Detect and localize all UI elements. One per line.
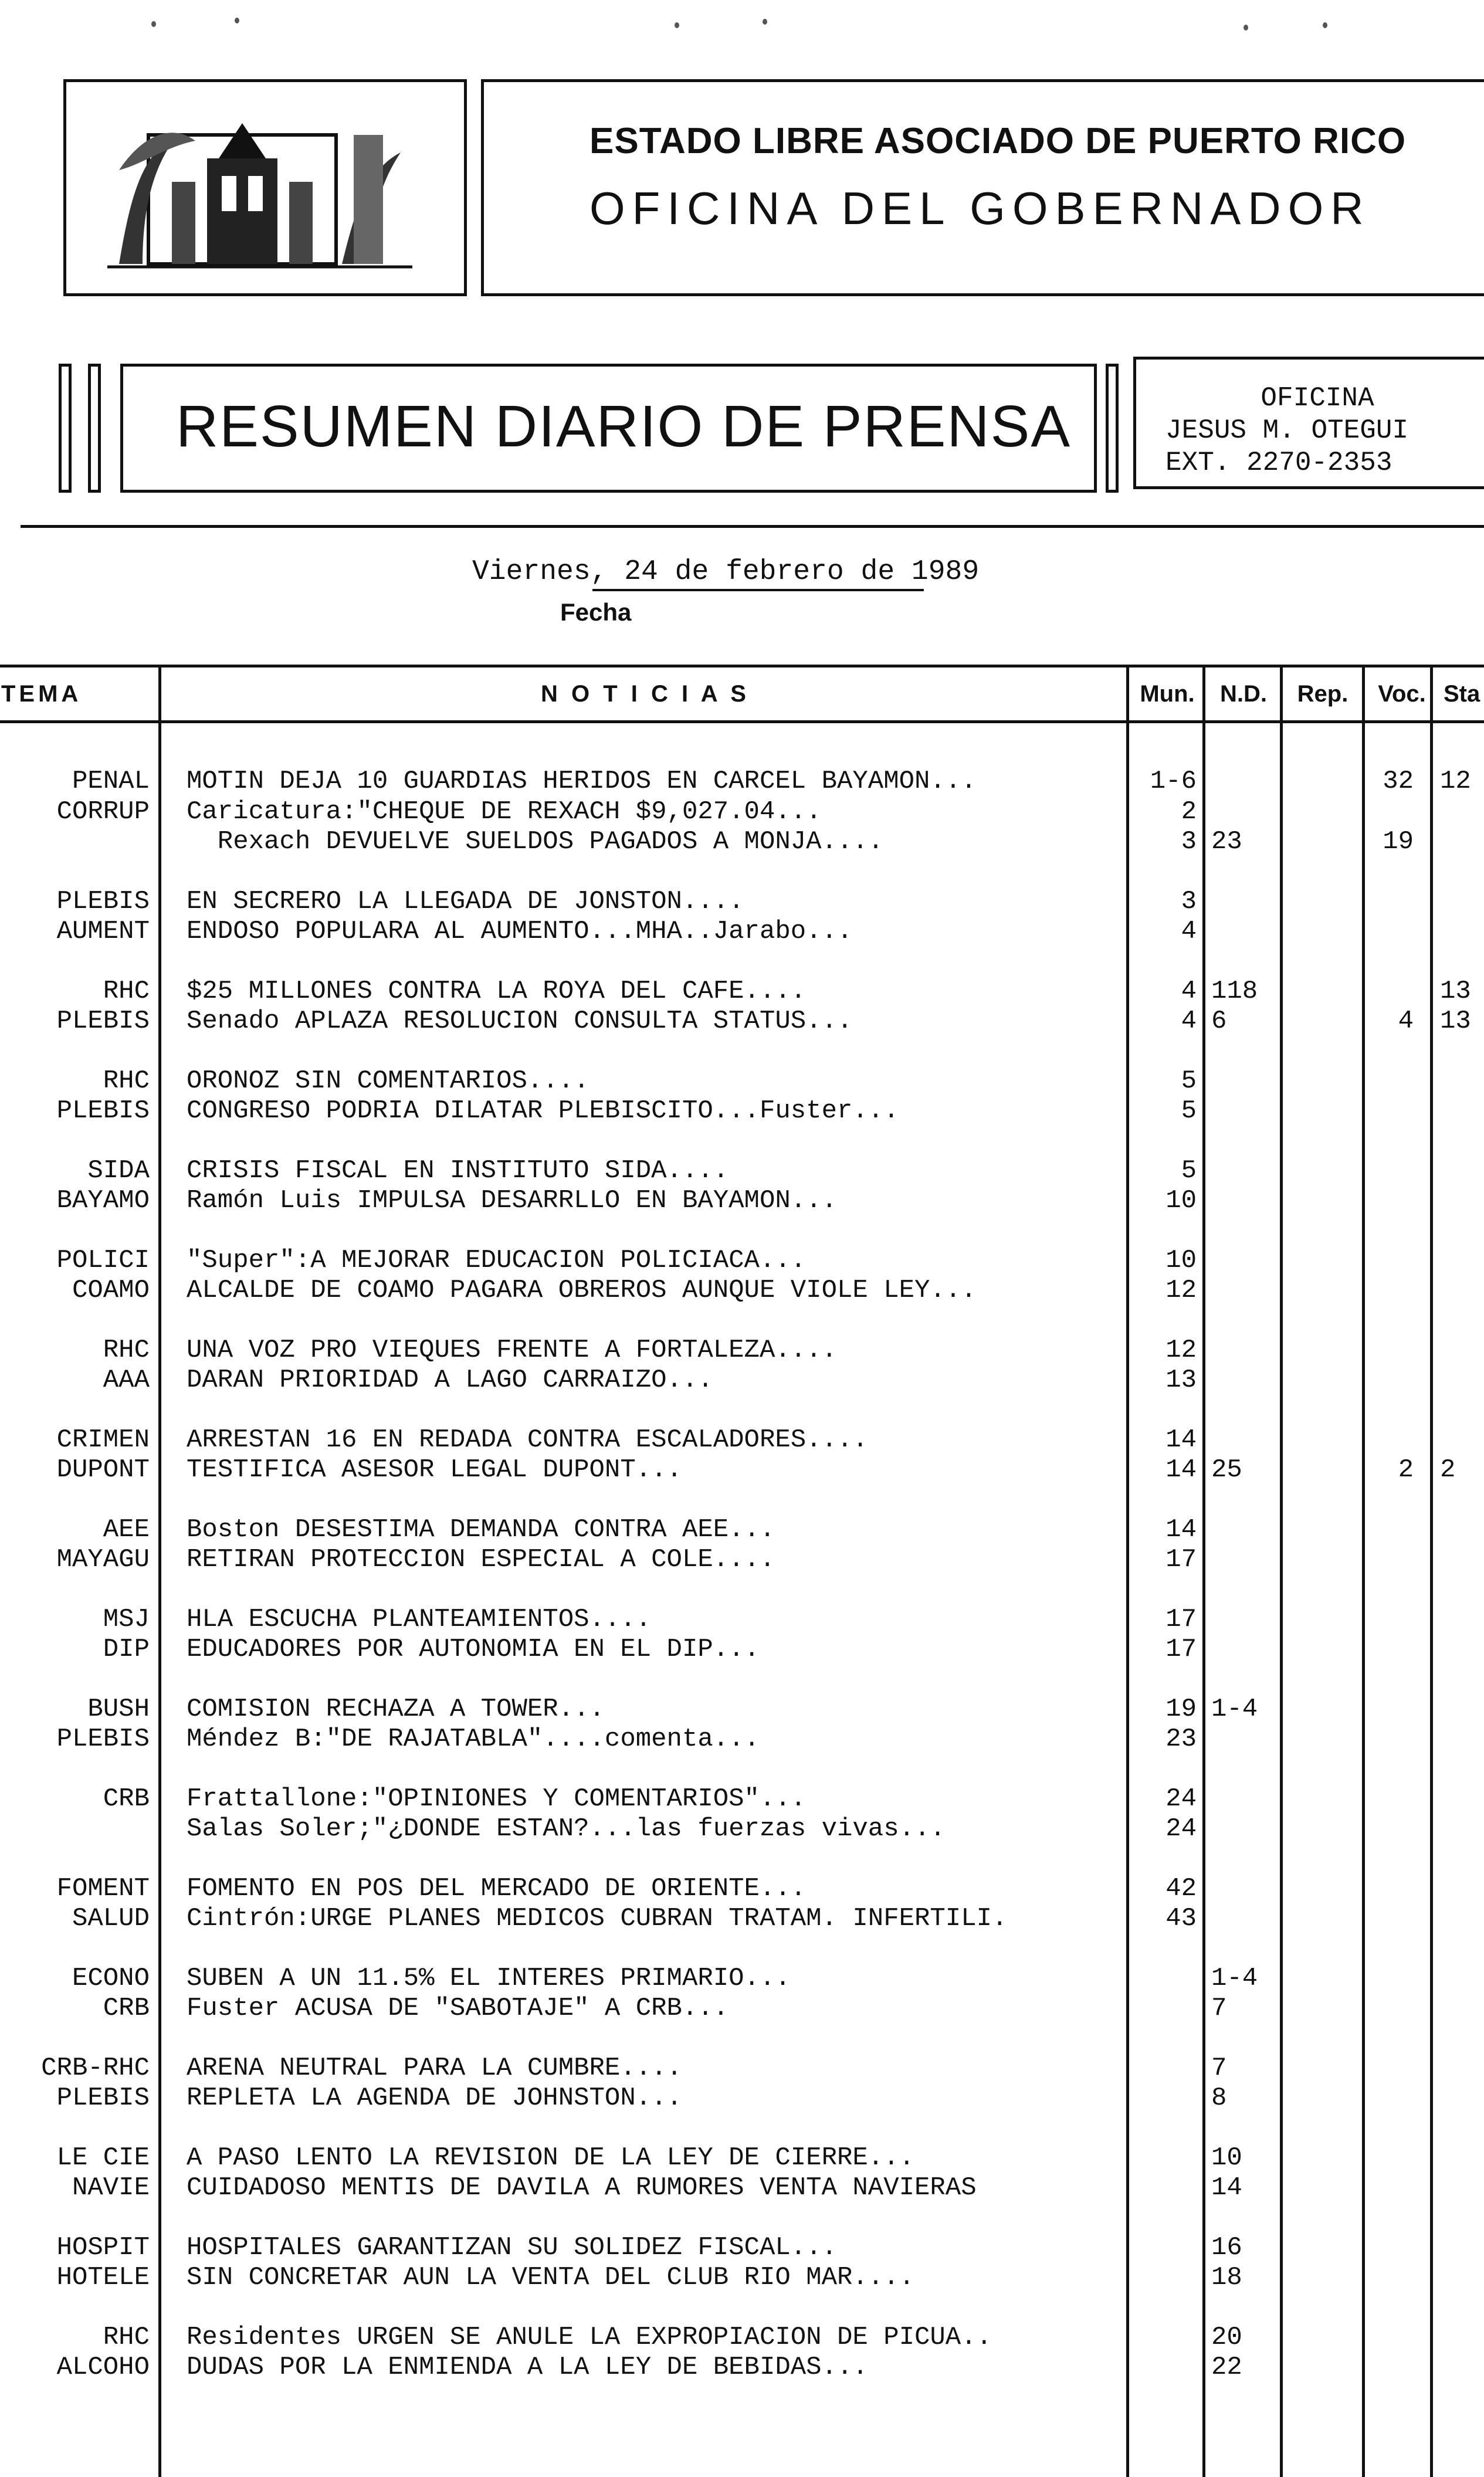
- row-nd: 1-4: [1211, 1963, 1258, 1993]
- table-row: [0, 975, 1484, 1006]
- table-row: [0, 1903, 1484, 1933]
- table-row: [0, 2082, 1484, 2113]
- row-nd: 20: [1211, 2322, 1242, 2352]
- row-mun: 42: [1165, 1873, 1197, 1903]
- table-row: [0, 2322, 1484, 2352]
- table-row: [0, 1245, 1484, 1275]
- row-mun: 3: [1181, 827, 1197, 856]
- row-mun: 17: [1165, 1545, 1197, 1574]
- table-row: [0, 1993, 1484, 2023]
- table-row: [0, 1155, 1484, 1185]
- row-mun: 2: [1181, 797, 1197, 826]
- row-nd: 6: [1211, 1007, 1227, 1036]
- row-mun: 5: [1181, 1096, 1197, 1126]
- row-tema: ECONO: [72, 1963, 150, 1993]
- office-label: OFICINA: [1261, 383, 1374, 414]
- row-tema: ALCOHO: [56, 2353, 150, 2382]
- row-mun: 19: [1165, 1694, 1197, 1724]
- row-voc: 32: [1383, 767, 1414, 796]
- row-voc: 19: [1383, 827, 1414, 856]
- row-mun: 24: [1165, 1814, 1197, 1844]
- row-noticia: MOTIN DEJA 10 GUARDIAS HERIDOS EN CARCEL BAYAMON...: [187, 767, 977, 796]
- row-tema: RHC: [103, 2322, 150, 2352]
- row-noticia: Caricatura:"CHEQUE DE REXACH $9,027.04...: [187, 797, 822, 826]
- office-contact-name: JESUS M. OTEGUI: [1165, 415, 1409, 446]
- row-tema: PLEBIS: [56, 2083, 150, 2113]
- row-mun: 17: [1165, 1635, 1197, 1664]
- table-row: [0, 1813, 1484, 1844]
- row-tema: LE CIE: [56, 2143, 150, 2173]
- row-star: 13: [1440, 1007, 1471, 1036]
- table-row: [0, 1693, 1484, 1724]
- row-mun: 5: [1181, 1156, 1197, 1185]
- table-row: [0, 2172, 1484, 2202]
- row-mun: 23: [1165, 1724, 1197, 1754]
- col-header-mun: Mun.: [1140, 680, 1195, 707]
- row-tema: CRIMEN: [56, 1425, 150, 1455]
- table-row: [0, 1424, 1484, 1455]
- row-noticia: EN SECRERO LA LLEGADA DE JONSTON....: [187, 886, 744, 916]
- table-row: [0, 826, 1484, 856]
- table-row: [0, 1634, 1484, 1664]
- row-mun: 10: [1165, 1186, 1197, 1215]
- row-mun: 13: [1165, 1365, 1197, 1395]
- row-mun: 14: [1165, 1455, 1197, 1485]
- row-noticia: CRISIS FISCAL EN INSTITUTO SIDA....: [187, 1156, 729, 1185]
- state-name: ESTADO LIBRE ASOCIADO DE PUERTO RICO: [589, 121, 1407, 161]
- date-text: Viernes, 24 de febrero de 1989: [472, 556, 980, 588]
- table-row: [0, 1364, 1484, 1395]
- row-mun: 12: [1165, 1335, 1197, 1365]
- row-tema: SIDA: [87, 1156, 150, 1185]
- row-mun: 4: [1181, 917, 1197, 946]
- row-noticia: EDUCADORES POR AUTONOMIA EN EL DIP...: [187, 1635, 760, 1664]
- banner-title: RESUMEN DIARIO DE PRENSA: [176, 394, 1072, 459]
- table-row: [0, 796, 1484, 826]
- row-noticia: Salas Soler;"¿DONDE ESTAN?...las fuerzas vivas...: [187, 1814, 946, 1844]
- row-tema: AEE: [103, 1514, 150, 1544]
- row-noticia: Méndez B:"DE RAJATABLA"....comenta...: [187, 1724, 760, 1754]
- table-row: [0, 1544, 1484, 1574]
- row-tema: COAMO: [72, 1276, 150, 1305]
- row-noticia: A PASO LENTO LA REVISION DE LA LEY DE CIERRE...: [187, 2143, 915, 2173]
- row-noticia: FOMENTO EN POS DEL MERCADO DE ORIENTE...: [187, 1873, 807, 1903]
- row-nd: 10: [1211, 2143, 1242, 2173]
- row-noticia: DARAN PRIORIDAD A LAGO CARRAIZO...: [187, 1365, 713, 1395]
- row-noticia: CONGRESO PODRIA DILATAR PLEBISCITO...Fuster...: [187, 1096, 899, 1126]
- col-header-star: Sta: [1444, 680, 1480, 707]
- row-noticia: SUBEN A UN 11.5% EL INTERES PRIMARIO...: [187, 1963, 791, 1993]
- row-noticia: Senado APLAZA RESOLUCION CONSULTA STATUS...: [187, 1007, 853, 1036]
- table-row: [0, 1005, 1484, 1036]
- row-tema: PLEBIS: [56, 886, 150, 916]
- row-mun: 14: [1165, 1514, 1197, 1544]
- row-noticia: SIN CONCRETAR AUN LA VENTA DEL CLUB RIO MAR....: [187, 2263, 915, 2292]
- table-row: [0, 1514, 1484, 1544]
- row-mun: 17: [1165, 1604, 1197, 1634]
- table-row: [0, 2232, 1484, 2262]
- row-noticia: ARENA NEUTRAL PARA LA CUMBRE....: [187, 2053, 682, 2083]
- row-nd: 23: [1211, 827, 1242, 856]
- table-row: [0, 886, 1484, 916]
- table-row: [0, 2262, 1484, 2292]
- row-mun: 14: [1165, 1425, 1197, 1455]
- table-row: [0, 916, 1484, 946]
- office-name: OFICINA DEL GOBERNADOR: [589, 182, 1371, 234]
- row-tema: HOSPIT: [56, 2232, 150, 2262]
- row-noticia: TESTIFICA ASESOR LEGAL DUPONT...: [187, 1455, 682, 1485]
- row-noticia: $25 MILLONES CONTRA LA ROYA DEL CAFE....: [187, 976, 807, 1006]
- row-tema: SALUD: [72, 1904, 150, 1933]
- row-tema: RHC: [103, 1335, 150, 1365]
- row-noticia: Ramón Luis IMPULSA DESARRLLO EN BAYAMON...: [187, 1186, 837, 1215]
- row-tema: CORRUP: [56, 797, 150, 826]
- row-noticia: Residentes URGEN SE ANULE LA EXPROPIACION DE PICUA..: [187, 2322, 992, 2352]
- row-nd: 7: [1211, 1994, 1227, 2023]
- table-row: [0, 2052, 1484, 2083]
- row-nd: 16: [1211, 2232, 1242, 2262]
- row-nd: 7: [1211, 2053, 1227, 2083]
- row-noticia: ORONOZ SIN COMENTARIOS....: [187, 1066, 589, 1096]
- row-noticia: UNA VOZ PRO VIEQUES FRENTE A FORTALEZA....: [187, 1335, 837, 1365]
- table-row: [0, 1185, 1484, 1215]
- row-noticia: ALCALDE DE COAMO PAGARA OBREROS AUNQUE VIOLE LEY...: [187, 1276, 977, 1305]
- row-noticia: CUIDADOSO MENTIS DE DAVILA A RUMORES VENTA NAVIERAS: [187, 2173, 977, 2202]
- row-noticia: ENDOSO POPULARA AL AUMENTO...MHA..Jarabo...: [187, 917, 853, 946]
- row-nd: 14: [1211, 2173, 1242, 2202]
- table-row: [0, 1723, 1484, 1754]
- table-row: [0, 1454, 1484, 1485]
- col-header-rep: Rep.: [1297, 680, 1349, 707]
- row-tema: MAYAGU: [56, 1545, 150, 1574]
- row-tema: MSJ: [103, 1604, 150, 1634]
- row-tema: PLEBIS: [56, 1724, 150, 1754]
- table-row: [0, 765, 1484, 796]
- office-extension: EXT. 2270-2353: [1165, 448, 1392, 478]
- table-row: [0, 1275, 1484, 1305]
- row-tema: DUPONT: [56, 1455, 150, 1485]
- row-noticia: DUDAS POR LA ENMIENDA A LA LEY DE BEBIDAS...: [187, 2353, 868, 2382]
- row-noticia: COMISION RECHAZA A TOWER...: [187, 1694, 605, 1724]
- row-noticia: RETIRAN PROTECCION ESPECIAL A COLE....: [187, 1545, 775, 1574]
- row-tema: FOMENT: [56, 1873, 150, 1903]
- table-row: [0, 2142, 1484, 2173]
- row-voc: 2: [1398, 1455, 1414, 1485]
- table-row: [0, 1604, 1484, 1634]
- table-row: [0, 1873, 1484, 1903]
- table-row: [0, 1065, 1484, 1096]
- col-header-voc: Voc.: [1378, 680, 1426, 707]
- row-star: 12: [1440, 767, 1471, 796]
- row-noticia: Fuster ACUSA DE "SABOTAJE" A CRB...: [187, 1994, 729, 2023]
- row-tema: BAYAMO: [56, 1186, 150, 1215]
- row-noticia: HLA ESCUCHA PLANTEAMIENTOS....: [187, 1604, 652, 1634]
- row-noticia: HOSPITALES GARANTIZAN SU SOLIDEZ FISCAL...: [187, 2232, 837, 2262]
- table-row: [0, 1783, 1484, 1814]
- row-tema: CRB-RHC: [41, 2053, 150, 2083]
- table-row: [0, 1963, 1484, 1993]
- row-noticia: "Super":A MEJORAR EDUCACION POLICIACA...: [187, 1245, 807, 1275]
- row-mun: 43: [1165, 1904, 1197, 1933]
- row-tema: PLEBIS: [56, 1096, 150, 1126]
- date-label: Fecha: [560, 598, 632, 626]
- row-tema: HOTELE: [56, 2263, 150, 2292]
- row-tema: DIP: [103, 1635, 150, 1664]
- col-header-noticias: N O T I C I A S: [541, 680, 750, 707]
- row-tema: PENAL: [72, 767, 150, 796]
- row-voc: 4: [1398, 1007, 1414, 1036]
- row-tema: CRB: [103, 1994, 150, 2023]
- row-tema: CRB: [103, 1784, 150, 1814]
- row-tema: AUMENT: [56, 917, 150, 946]
- row-tema: PLEBIS: [56, 1007, 150, 1036]
- row-mun: 1-6: [1150, 767, 1197, 796]
- table-row: [0, 1095, 1484, 1126]
- col-header-tema: TEMA: [1, 680, 82, 707]
- row-mun: 4: [1181, 976, 1197, 1006]
- row-nd: 8: [1211, 2083, 1227, 2113]
- row-tema: RHC: [103, 1066, 150, 1096]
- row-tema: AAA: [103, 1365, 150, 1395]
- row-nd: 25: [1211, 1455, 1242, 1485]
- row-noticia: Boston DESESTIMA DEMANDA CONTRA AEE...: [187, 1514, 775, 1544]
- row-nd: 22: [1211, 2353, 1242, 2382]
- row-noticia: Frattallone:"OPINIONES Y COMENTARIOS"...: [187, 1784, 807, 1814]
- row-star: 13: [1440, 976, 1471, 1006]
- row-noticia: ARRESTAN 16 EN REDADA CONTRA ESCALADORES....: [187, 1425, 868, 1455]
- table-row: [0, 2351, 1484, 2382]
- row-tema: POLICI: [56, 1245, 150, 1275]
- row-mun: 3: [1181, 886, 1197, 916]
- row-nd: 18: [1211, 2263, 1242, 2292]
- row-mun: 12: [1165, 1276, 1197, 1305]
- row-noticia: Rexach DEVUELVE SUELDOS PAGADOS A MONJA....: [187, 827, 884, 856]
- row-mun: 10: [1165, 1245, 1197, 1275]
- row-mun: 24: [1165, 1784, 1197, 1814]
- row-tema: RHC: [103, 976, 150, 1006]
- row-noticia: REPLETA LA AGENDA DE JOHNSTON...: [187, 2083, 682, 2113]
- row-mun: 5: [1181, 1066, 1197, 1096]
- row-tema: BUSH: [87, 1694, 150, 1724]
- row-mun: 4: [1181, 1007, 1197, 1036]
- row-nd: 118: [1211, 976, 1258, 1006]
- col-header-nd: N.D.: [1220, 680, 1267, 707]
- row-star: 2: [1440, 1455, 1456, 1485]
- row-tema: NAVIE: [72, 2173, 150, 2202]
- row-noticia: Cintrón:URGE PLANES MEDICOS CUBRAN TRATAM. INFERTILI.: [187, 1904, 1008, 1933]
- table-row: [0, 1334, 1484, 1365]
- row-nd: 1-4: [1211, 1694, 1258, 1724]
